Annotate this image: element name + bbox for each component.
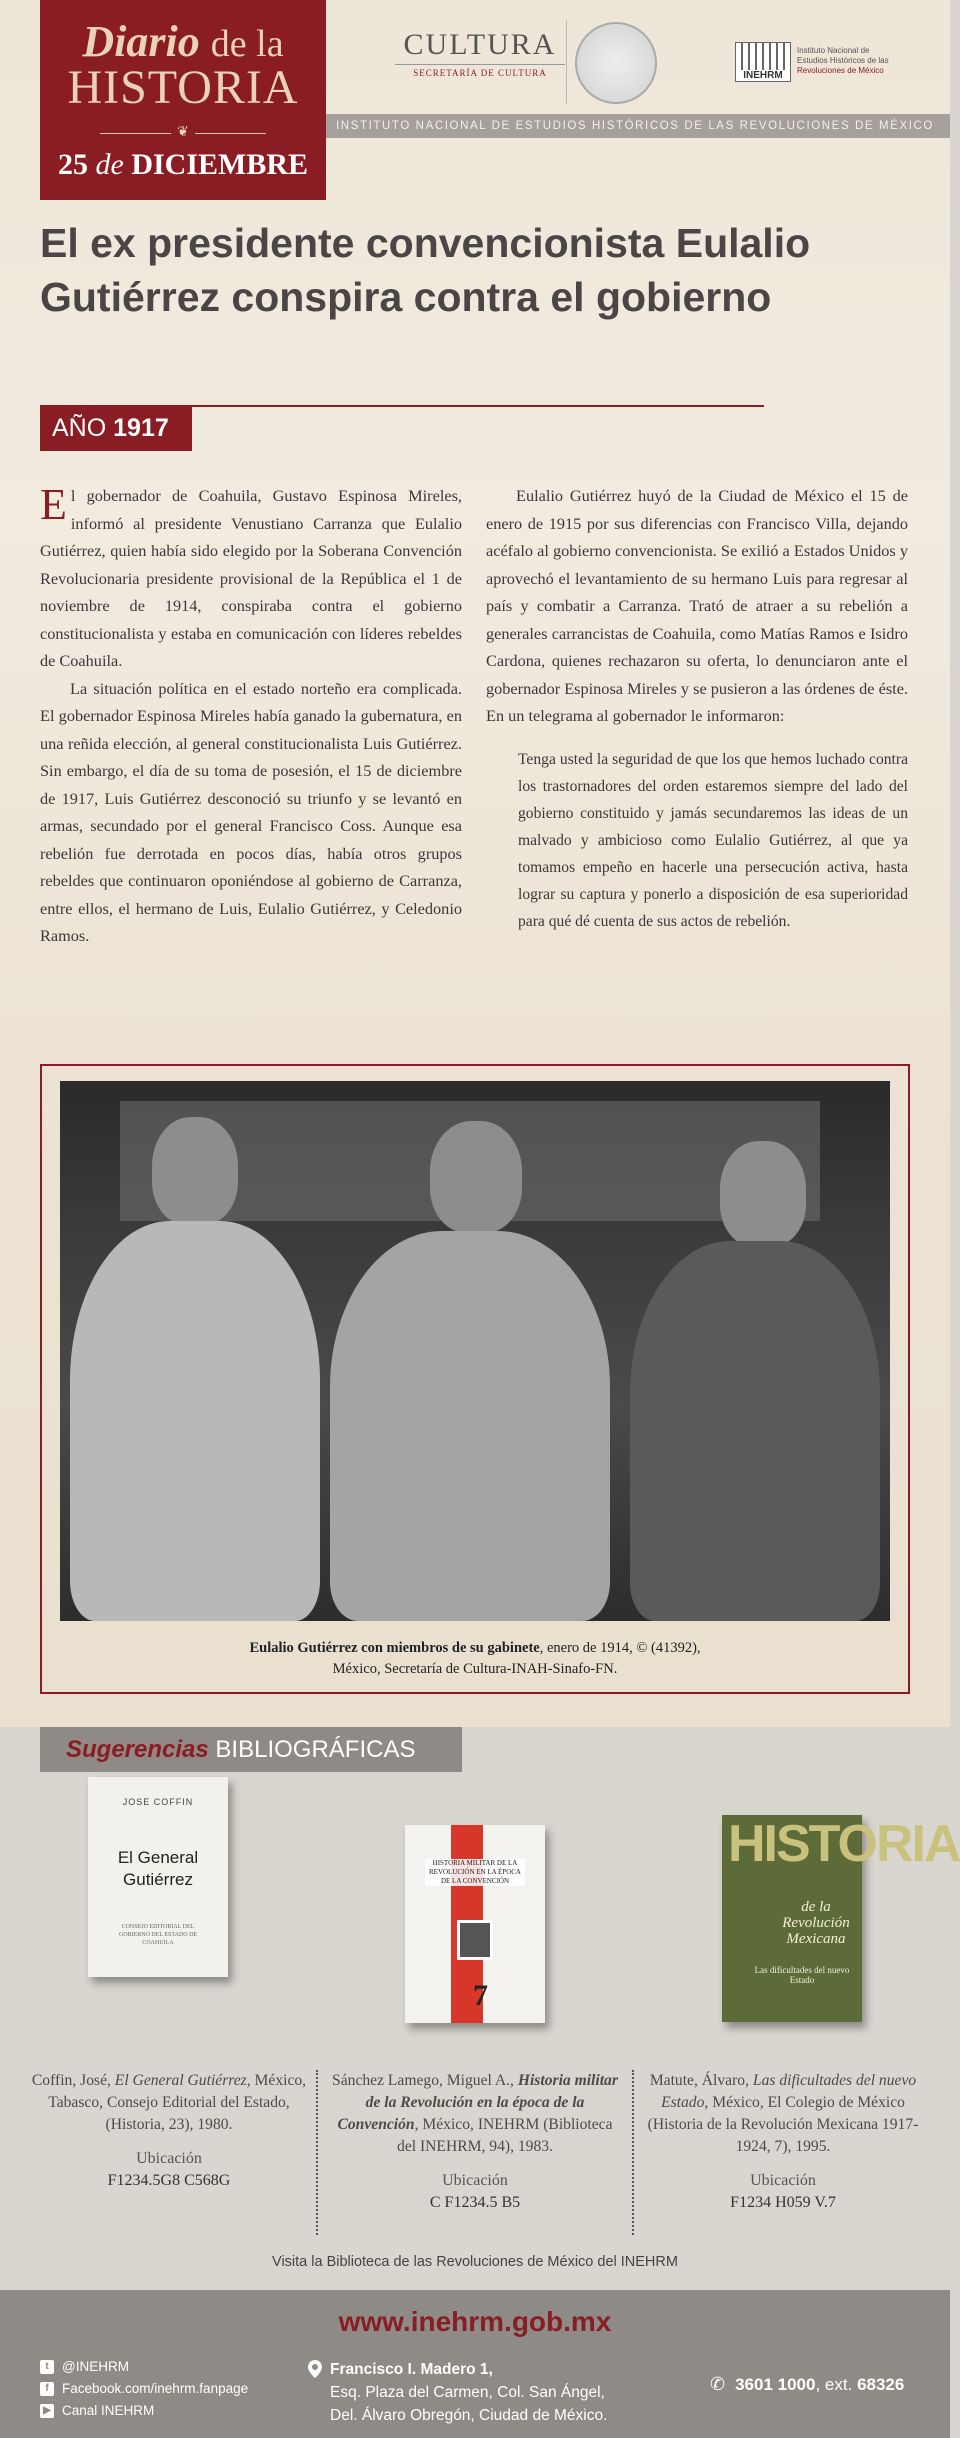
logo-date xyxy=(40,148,326,182)
photo-person-right xyxy=(620,1081,890,1621)
address-line2: Esq. Plaza del Carmen, Col. San Ángel, xyxy=(330,2384,605,2401)
photo-person-left xyxy=(60,1081,340,1621)
address xyxy=(308,2358,607,2427)
phone-icon: ✆ xyxy=(710,2374,726,2394)
building-icon xyxy=(735,42,791,82)
date-de: de xyxy=(95,148,124,181)
dotted-divider xyxy=(632,2070,634,2235)
visit-library-note: Visita la Biblioteca de las Revoluciones de México del INEHRM xyxy=(272,2254,678,2270)
historical-photo xyxy=(60,1081,890,1621)
inehrm-text-3: Revoluciones de México xyxy=(797,66,884,75)
suggestions-label-italic: Sugerencias xyxy=(66,1736,209,1763)
date-month: DICIEMBRE xyxy=(131,148,309,181)
phone-ext: 68326 xyxy=(857,2374,905,2394)
reference-3 xyxy=(637,2070,929,2214)
address-line1: Francisco I. Madero 1, xyxy=(330,2361,493,2378)
book2-image xyxy=(457,1920,493,1960)
date-day: 25 xyxy=(57,148,88,181)
facebook-url: Facebook.com/inehrm.fanpage xyxy=(62,2381,249,2396)
ref-title: Historia militar de la Revolución en la época de la Convención xyxy=(337,2072,618,2133)
ref-author: Coffin, José, xyxy=(31,2072,111,2089)
book1-author: JOSE COFFIN xyxy=(122,1797,194,1807)
ref-rest: , México, INEHRM (Biblioteca del INEHRM, 94), 1983. xyxy=(397,2116,613,2155)
ref-call-number: F1234.5G8 C568G xyxy=(107,2172,231,2189)
youtube-link[interactable] xyxy=(40,2400,248,2422)
ref-call-number: C F1234.5 B5 xyxy=(429,2194,521,2211)
national-seal-icon xyxy=(575,22,657,104)
article-title: El ex presidente convencionista Eulalio Gutiérrez conspira contra el gobierno xyxy=(40,220,811,320)
phone[interactable] xyxy=(710,2374,904,2395)
cultura-name: CULTURA xyxy=(403,28,557,61)
logo-ornament xyxy=(100,120,266,140)
inehrm-logo[interactable] xyxy=(735,42,895,84)
dotted-divider xyxy=(316,2070,318,2235)
website-link[interactable]: www.inehrm.gob.mx xyxy=(338,2306,612,2337)
institute-bar: INSTITUTO NACIONAL DE ESTUDIOS HISTÓRICOS DE LAS REVOLUCIONES DE MÉXICO xyxy=(326,114,950,138)
footer xyxy=(0,2290,950,2438)
ref-author: Sánchez Lamego, Miguel A., xyxy=(332,2072,514,2089)
paragraph: La situación política en el estado norteño era complicada. El gobernador Espinosa Mireles había ganado la gubernatura, en una reñida elección, al general constitucionalista Luis Gutiérrez. Sin embargo, el día de su toma de posesión, el 15 de diciembre de 1917, Luis Gutiérrez desconoció su triunfo y se levantó en armas, secundado por el general Francisco Coss. Aunque esa rebelión fue derrotada en pocos días, había otros grupos rebeldes que continuaron oponiéndose al gobierno de Carranza, entre ellos, el hermano de Luis, Eulalio Gutiérrez, y Celedonio Ramos. xyxy=(40,678,462,945)
social-links xyxy=(40,2356,248,2422)
cultura-sub: SECRETARÍA DE CULTURA xyxy=(395,64,565,78)
article-right-column xyxy=(486,482,908,935)
ref-title: El General Gutiérrez xyxy=(114,2072,247,2089)
book-cover-2[interactable] xyxy=(405,1825,545,2023)
inehrm-text-1: Instituto Nacional de xyxy=(797,46,870,55)
suggestions-label-rest: BIBLIOGRÁFICAS xyxy=(215,1736,416,1763)
ref-author: Matute, Álvaro, xyxy=(649,2072,749,2089)
article-left-column xyxy=(40,482,462,950)
ref-call-number: F1234 H059 V.7 xyxy=(730,2194,836,2211)
phone-ext-label: , ext. xyxy=(815,2374,853,2394)
youtube-icon: ▶ xyxy=(40,2404,54,2418)
inehrm-acronym: INEHRM xyxy=(736,70,790,81)
reference-1 xyxy=(23,2070,315,2192)
paragraph: El gobernador de Coahuila, Gustavo Espinosa Mireles, informó al presidente Venustiano Carranza que Eulalio Gutiérrez, quien había sido elegido por la Soberana Convención Revolucionaria presidente provisional de la República el 1 de noviembre de 1914, conspiraba contra el gobierno constitucionalista y estaba en comunicación con líderes rebeldes de Coahuila. xyxy=(40,480,462,670)
facebook-icon: f xyxy=(40,2382,54,2396)
youtube-channel: Canal INEHRM xyxy=(62,2403,155,2418)
book2-number: 7 xyxy=(473,1979,488,2012)
caption-bold: Eulalio Gutiérrez con miembros de su gabinete xyxy=(249,1640,540,1656)
facebook-link[interactable] xyxy=(40,2378,248,2400)
twitter-icon: t xyxy=(40,2360,54,2374)
phone-number: 3601 1000 xyxy=(735,2374,816,2394)
twitter-link[interactable] xyxy=(40,2356,248,2378)
year-value: 1917 xyxy=(113,414,169,442)
reference-2 xyxy=(329,2070,621,2214)
logo-diario: Diario xyxy=(82,17,200,66)
diario-logo xyxy=(40,0,326,200)
caption-line2: México, Secretaría de Cultura-INAH-Sinafo-FN. xyxy=(332,1661,618,1677)
ref-rest: , México, El Colegio de México (Historia de la Revolución Mexicana 1917-1924, 7), 1995. xyxy=(647,2094,919,2155)
photo-caption xyxy=(60,1638,890,1680)
ref-title: Las dificultades del nuevo Estado xyxy=(661,2072,917,2111)
inehrm-text xyxy=(797,46,889,76)
location-pin-icon xyxy=(308,2360,322,2378)
book3-subtitle: de la Revolución Mexicana xyxy=(782,1899,850,1947)
paragraph: Eulalio Gutiérrez huyó de la Ciudad de México el 15 de enero de 1915 por sus diferencias con Francisco Villa, dejando acéfalo al gobierno convencionista. Se exilió a Estados Unidos y aprovechó el levantamiento de su hermano Luis para regresar al país y combatir a Carranza. Trató de atraer a su rebelión a generales carrancistas de Coahuila, como Matías Ramos e Isidro Cardona, quienes rechazaron su oferta, lo denunciaron ante el gobernador Espinosa Mireles y se pusieron a las órdenes de éste. En un telegrama al gobernador le informaron: xyxy=(486,486,908,725)
ref-rest: , México, Tabasco, Consejo Editorial del Estado, (Historia, 23), 1980. xyxy=(48,2072,307,2133)
ref-location-label: Ubicación xyxy=(442,2172,508,2189)
book-cover-3[interactable] xyxy=(722,1815,960,2022)
logo-de-la: de la xyxy=(210,23,284,65)
suggestions-header xyxy=(40,1727,462,1772)
ref-location-label: Ubicación xyxy=(136,2150,202,2167)
year-badge xyxy=(40,405,192,451)
ornament-icon: ❦ xyxy=(171,124,195,141)
inehrm-text-2: Estudios Históricos de las xyxy=(797,56,889,65)
photo-person-center xyxy=(320,1081,620,1621)
caption-rest: , enero de 1914, © (41392), xyxy=(539,1640,701,1656)
divider xyxy=(566,20,567,104)
book1-footer: CONSEJO EDITORIAL DEL GOBIERNO DEL ESTADO DE COAHUILA xyxy=(118,1924,198,1946)
book3-subtitle2: Las dificultades del nuevo Estado xyxy=(754,1965,850,1985)
telegram-quote: Tenga usted la seguridad de que los que hemos luchado contra los trastornadores del orden estaremos siempre del lado del gobierno constituido y jamás secundaremos las ideas de un malvado y ambicioso como Eulalio Gutiérrez, al que ya tomamos empeño en hacerle una persecución activa, hasta lograr su captura y ponerlo a disposición de esa superioridad para qué dé cuenta de sus actos de rebelión. xyxy=(518,750,908,930)
book2-title: HISTORIA MILITAR DE LA REVOLUCIÓN EN LA ÉPOCA DE LA CONVENCIÓN xyxy=(425,1859,525,1886)
ref-location-label: Ubicación xyxy=(750,2172,816,2189)
year-label: AÑO xyxy=(52,414,107,442)
cultura-logo[interactable] xyxy=(395,28,565,78)
address-line3: Del. Álvaro Obregón, Ciudad de México. xyxy=(330,2407,608,2424)
logo-historia: HISTORIA xyxy=(67,61,299,114)
book3-title: HISTORIA xyxy=(728,1815,960,1873)
book-cover-1[interactable] xyxy=(88,1777,228,1977)
book1-title: El General Gutiérrez xyxy=(117,1848,199,1889)
twitter-handle: @INEHRM xyxy=(62,2359,129,2374)
